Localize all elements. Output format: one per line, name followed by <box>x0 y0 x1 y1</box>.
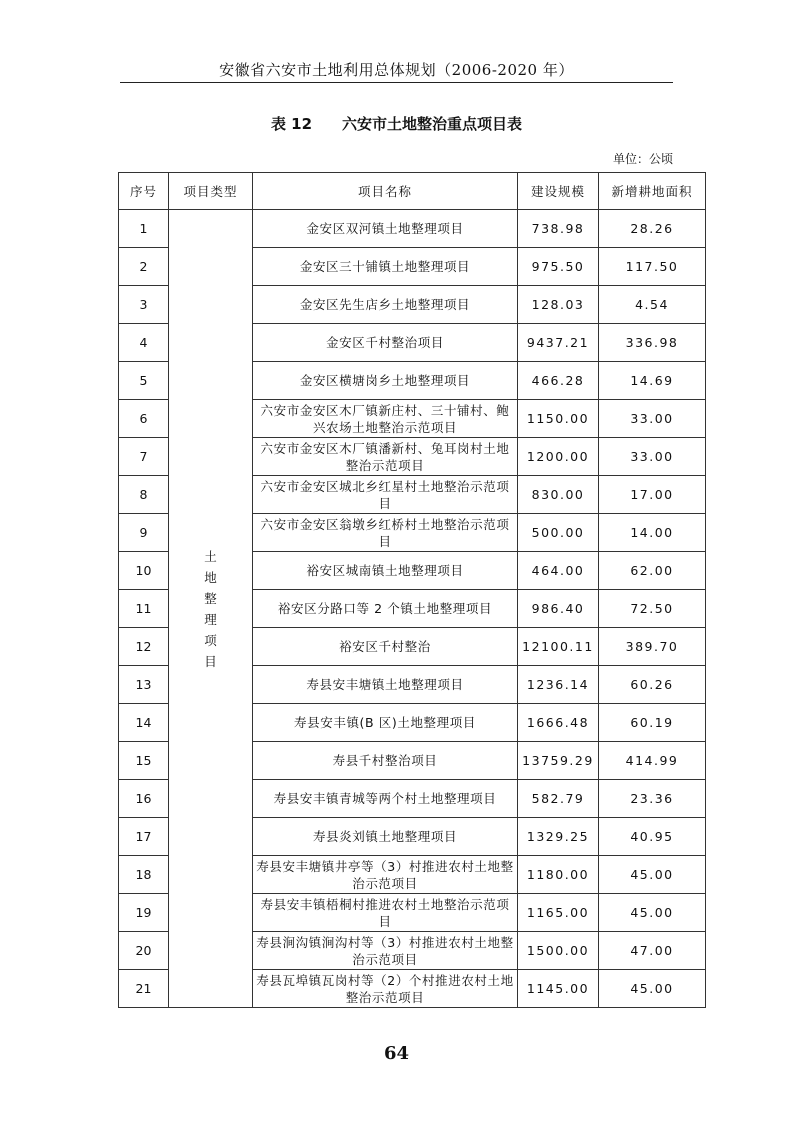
row-number-cell: 17 <box>119 818 169 856</box>
column-header-scale: 建设规模 <box>518 173 599 210</box>
construction-scale-cell: 1329.25 <box>518 818 599 856</box>
added-farmland-cell: 17.00 <box>599 476 706 514</box>
project-name-cell: 寿县安丰镇梧桐村推进农村土地整治示范项目 <box>253 894 518 932</box>
row-number-cell: 13 <box>119 666 169 704</box>
added-farmland-cell: 23.36 <box>599 780 706 818</box>
construction-scale-cell: 738.98 <box>518 210 599 248</box>
unit-label: 单位：公顷 <box>612 152 673 166</box>
added-farmland-cell: 45.00 <box>599 970 706 1008</box>
row-number-cell: 3 <box>119 286 169 324</box>
row-number-cell: 12 <box>119 628 169 666</box>
row-number-cell: 10 <box>119 552 169 590</box>
added-farmland-cell: 45.00 <box>599 856 706 894</box>
column-header-name: 项目名称 <box>253 173 518 210</box>
added-farmland-cell: 47.00 <box>599 932 706 970</box>
added-farmland-cell: 40.95 <box>599 818 706 856</box>
construction-scale-cell: 1500.00 <box>518 932 599 970</box>
row-number-cell: 1 <box>119 210 169 248</box>
added-farmland-cell: 72.50 <box>599 590 706 628</box>
row-number-cell: 21 <box>119 970 169 1008</box>
page-number: 64 <box>383 1043 410 1064</box>
running-head-title: 安徽省六安市土地利用总体规划（2006-2020 年） <box>219 61 574 79</box>
row-number-cell: 9 <box>119 514 169 552</box>
added-farmland-cell: 28.26 <box>599 210 706 248</box>
project-name-cell: 寿县安丰塘镇井亭等（3）村推进农村土地整治示范项目 <box>253 856 518 894</box>
construction-scale-cell: 1180.00 <box>518 856 599 894</box>
row-number-cell: 20 <box>119 932 169 970</box>
row-number-cell: 15 <box>119 742 169 780</box>
added-farmland-cell: 33.00 <box>599 400 706 438</box>
construction-scale-cell: 128.03 <box>518 286 599 324</box>
row-number-cell: 14 <box>119 704 169 742</box>
added-farmland-cell: 62.00 <box>599 552 706 590</box>
table-title: 六安市土地整治重点项目表 <box>342 115 523 133</box>
row-number-cell: 19 <box>119 894 169 932</box>
project-name-cell: 六安市金安区翁墩乡红桥村土地整治示范项目 <box>253 514 518 552</box>
construction-scale-cell: 466.28 <box>518 362 599 400</box>
construction-scale-cell: 1666.48 <box>518 704 599 742</box>
row-number-cell: 18 <box>119 856 169 894</box>
added-farmland-cell: 60.26 <box>599 666 706 704</box>
row-number-cell: 6 <box>119 400 169 438</box>
table-caption <box>120 113 673 134</box>
row-number-cell: 11 <box>119 590 169 628</box>
project-name-cell: 裕安区分路口等 2 个镇土地整理项目 <box>253 590 518 628</box>
projects-table <box>118 172 706 1008</box>
project-name-cell: 金安区双河镇土地整理项目 <box>253 210 518 248</box>
row-number-cell: 16 <box>119 780 169 818</box>
project-name-cell: 寿县涧沟镇涧沟村等（3）村推进农村土地整治示范项目 <box>253 932 518 970</box>
added-farmland-cell: 33.00 <box>599 438 706 476</box>
project-name-cell: 裕安区千村整治 <box>253 628 518 666</box>
project-name-cell: 寿县安丰镇青城等两个村土地整理项目 <box>253 780 518 818</box>
row-number-cell: 4 <box>119 324 169 362</box>
added-farmland-cell: 14.00 <box>599 514 706 552</box>
project-name-cell: 裕安区城南镇土地整理项目 <box>253 552 518 590</box>
table-row <box>119 210 706 248</box>
project-type-cell <box>169 210 253 1008</box>
construction-scale-cell: 1236.14 <box>518 666 599 704</box>
column-header-type: 项目类型 <box>169 173 253 210</box>
row-number-cell: 8 <box>119 476 169 514</box>
project-type-label: 土地整理项目 <box>204 548 217 669</box>
added-farmland-cell: 414.99 <box>599 742 706 780</box>
construction-scale-cell: 1150.00 <box>518 400 599 438</box>
construction-scale-cell: 13759.29 <box>518 742 599 780</box>
project-name-cell: 寿县瓦埠镇瓦岗村等（2）个村推进农村土地整治示范项目 <box>253 970 518 1008</box>
project-name-cell: 寿县安丰塘镇土地整理项目 <box>253 666 518 704</box>
added-farmland-cell: 45.00 <box>599 894 706 932</box>
construction-scale-cell: 986.40 <box>518 590 599 628</box>
table-body <box>119 210 706 1008</box>
added-farmland-cell: 60.19 <box>599 704 706 742</box>
construction-scale-cell: 582.79 <box>518 780 599 818</box>
construction-scale-cell: 830.00 <box>518 476 599 514</box>
row-number-cell: 5 <box>119 362 169 400</box>
construction-scale-cell: 500.00 <box>518 514 599 552</box>
construction-scale-cell: 464.00 <box>518 552 599 590</box>
table-header-row <box>119 173 706 210</box>
project-name-cell: 六安市金安区城北乡红星村土地整治示范项目 <box>253 476 518 514</box>
project-name-cell: 金安区横塘岗乡土地整理项目 <box>253 362 518 400</box>
table-number: 表 12 <box>270 115 313 133</box>
construction-scale-cell: 975.50 <box>518 248 599 286</box>
project-name-cell: 寿县安丰镇(B 区)土地整理项目 <box>253 704 518 742</box>
project-name-cell: 金安区三十铺镇土地整理项目 <box>253 248 518 286</box>
column-header-added-area: 新增耕地面积 <box>599 173 706 210</box>
construction-scale-cell: 1145.00 <box>518 970 599 1008</box>
added-farmland-cell: 14.69 <box>599 362 706 400</box>
project-name-cell: 寿县千村整治项目 <box>253 742 518 780</box>
project-name-cell: 六安市金安区木厂镇新庄村、三十铺村、鲍兴农场土地整治示范项目 <box>253 400 518 438</box>
construction-scale-cell: 1200.00 <box>518 438 599 476</box>
added-farmland-cell: 389.70 <box>599 628 706 666</box>
project-name-cell: 六安市金安区木厂镇潘新村、兔耳岗村土地整治示范项目 <box>253 438 518 476</box>
column-header-no: 序号 <box>119 173 169 210</box>
added-farmland-cell: 336.98 <box>599 324 706 362</box>
row-number-cell: 2 <box>119 248 169 286</box>
added-farmland-cell: 117.50 <box>599 248 706 286</box>
project-name-cell: 寿县炎刘镇土地整理项目 <box>253 818 518 856</box>
construction-scale-cell: 1165.00 <box>518 894 599 932</box>
project-name-cell: 金安区先生店乡土地整理项目 <box>253 286 518 324</box>
added-farmland-cell: 4.54 <box>599 286 706 324</box>
construction-scale-cell: 12100.11 <box>518 628 599 666</box>
row-number-cell: 7 <box>119 438 169 476</box>
header-divider <box>120 82 673 83</box>
construction-scale-cell: 9437.21 <box>518 324 599 362</box>
project-name-cell: 金安区千村整治项目 <box>253 324 518 362</box>
